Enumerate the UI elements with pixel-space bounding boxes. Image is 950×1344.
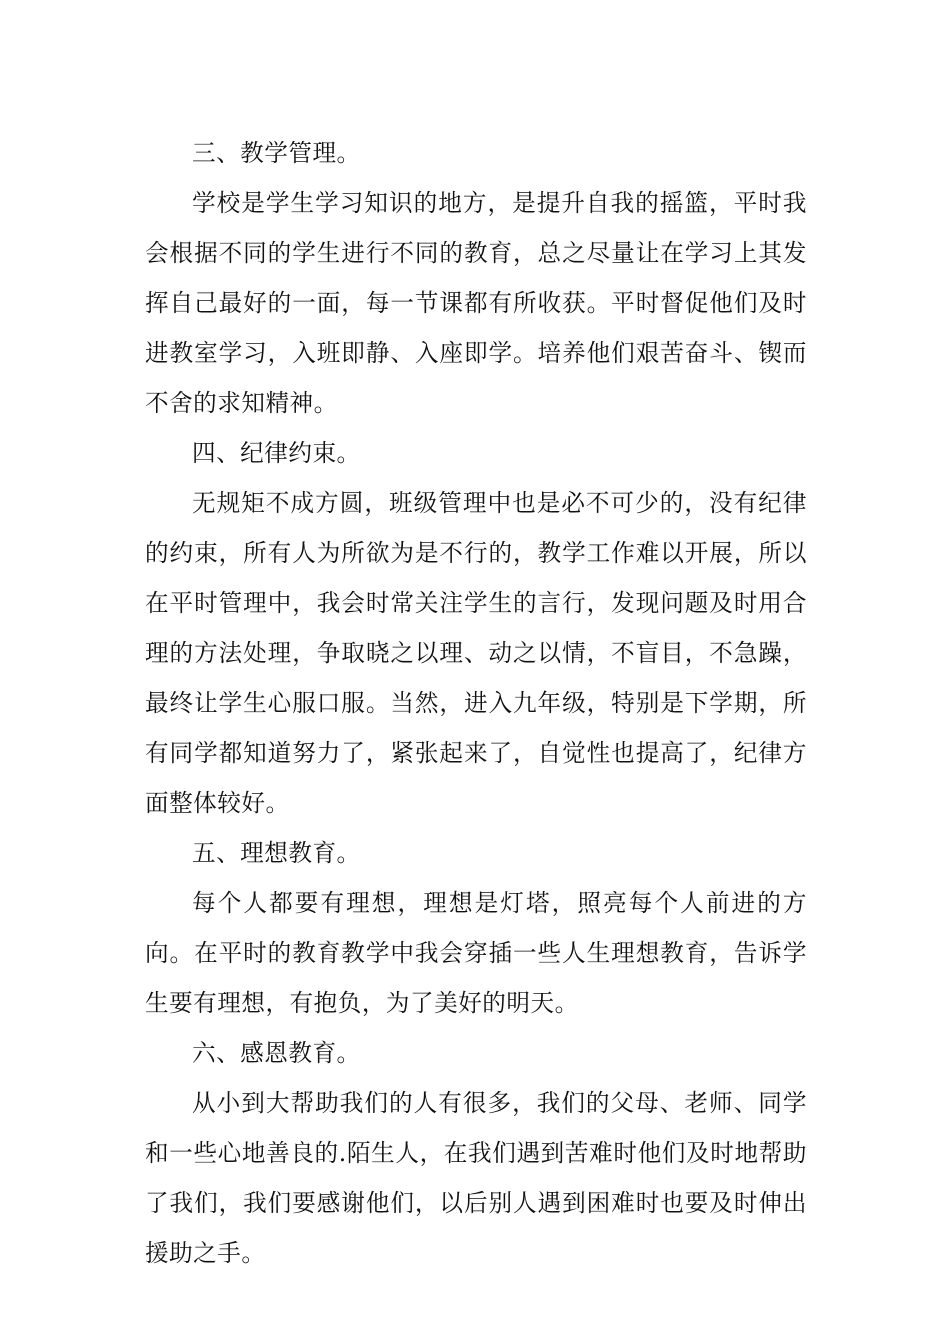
section-heading: 四、纪律约束。 xyxy=(192,439,361,467)
section-discipline xyxy=(145,428,807,828)
section-heading: 五、理想教育。 xyxy=(192,839,361,867)
section-heading: 六、感恩教育。 xyxy=(192,1039,361,1067)
section-gratitude-education xyxy=(145,1028,807,1278)
section-paragraph: 从小到大帮助我们的人有很多，我们的父母、老师、同学和一些心地善良的.陌生人，在我们遇到苦难时他们及时地帮助了我们，我们要感谢他们，以后别人遇到困难时也要及时伸出援助之手。 xyxy=(145,1089,807,1267)
section-teaching-management xyxy=(145,128,807,428)
section-paragraph: 无规矩不成方圆，班级管理中也是必不可少的，没有纪律的约束，所有人为所欲为是不行的，教学工作难以开展，所以在平时管理中，我会时常关注学生的言行，发现问题及时用合理的方法处理，争取晓之以理、动之以情，不盲目，不急躁，最终让学生心服口服。当然，进入九年级，特别是下学期，所有同学都知道努力了，紧张起来了，自觉性也提高了，纪律方面整体较好。 xyxy=(145,489,807,817)
section-ideal-education xyxy=(145,828,807,1028)
section-paragraph: 每个人都要有理想，理想是灯塔，照亮每个人前进的方向。在平时的教育教学中我会穿插一些人生理想教育，告诉学生要有理想，有抱负，为了美好的明天。 xyxy=(145,889,807,1017)
section-heading: 三、教学管理。 xyxy=(192,139,361,167)
document-page xyxy=(145,128,807,1278)
section-paragraph: 学校是学生学习知识的地方，是提升自我的摇篮，平时我会根据不同的学生进行不同的教育，总之尽量让在学习上其发挥自己最好的一面，每一节课都有所收获。平时督促他们及时进教室学习，入班即静、入座即学。培养他们艰苦奋斗、锲而不舍的求知精神。 xyxy=(145,189,807,417)
